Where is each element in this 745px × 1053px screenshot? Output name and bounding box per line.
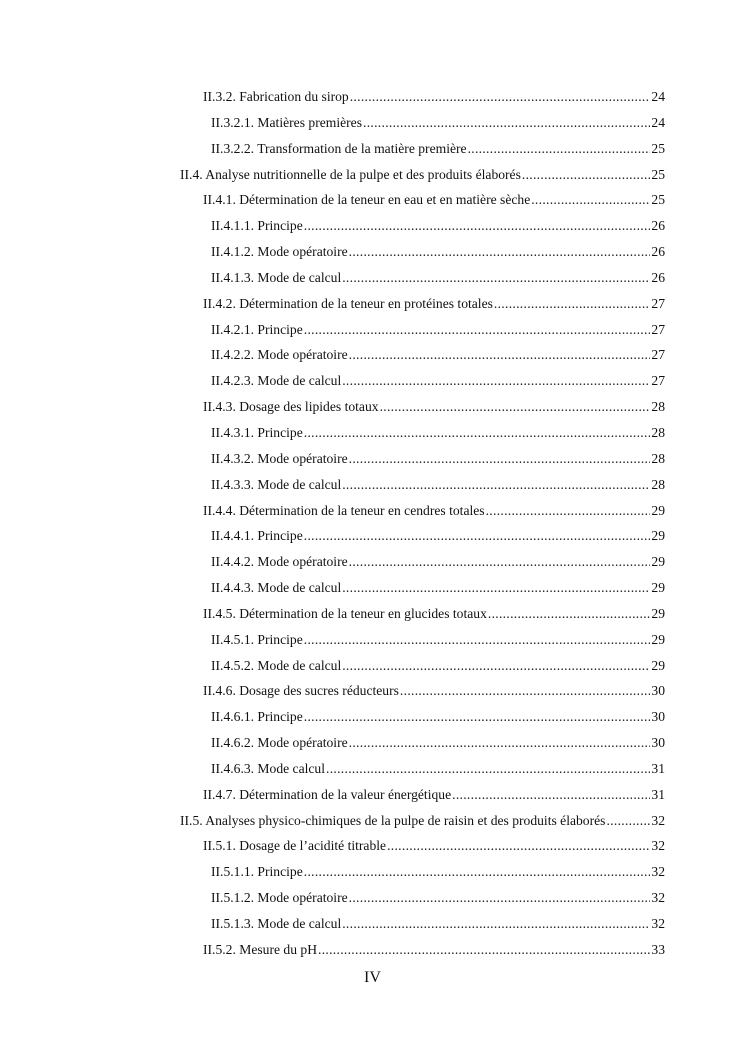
toc-dot-leader bbox=[304, 216, 651, 236]
toc-entry-page: 30 bbox=[651, 709, 665, 725]
toc-entry-title: II.4.4.3. Mode de calcul bbox=[211, 580, 342, 596]
toc-entry-page: 32 bbox=[651, 864, 665, 880]
toc-dot-leader bbox=[452, 785, 650, 805]
toc-dot-leader bbox=[363, 113, 650, 133]
toc-dot-leader bbox=[304, 526, 651, 546]
toc-dot-leader bbox=[342, 656, 650, 676]
toc-entry bbox=[0, 862, 745, 888]
toc-entry-page: 29 bbox=[651, 657, 665, 673]
table-of-contents bbox=[0, 87, 745, 966]
toc-entry-title: II.4.4.2. Mode opératoire bbox=[211, 554, 348, 570]
toc-entry bbox=[0, 501, 745, 527]
toc-dot-leader bbox=[387, 836, 650, 856]
toc-entry-page: 26 bbox=[651, 244, 665, 260]
toc-entry bbox=[0, 630, 745, 656]
toc-entry-page: 27 bbox=[651, 373, 665, 389]
toc-entry bbox=[0, 526, 745, 552]
toc-entry-title: II.5.1.3. Mode de calcul bbox=[211, 916, 342, 931]
toc-dot-leader bbox=[468, 139, 651, 159]
toc-entry bbox=[0, 888, 745, 914]
toc-dot-leader bbox=[318, 940, 650, 960]
toc-dot-leader bbox=[326, 759, 650, 779]
toc-dot-leader bbox=[349, 552, 651, 572]
toc-entry-page: 29 bbox=[651, 605, 665, 621]
toc-dot-leader bbox=[304, 423, 651, 443]
toc-entry bbox=[0, 242, 745, 268]
toc-entry-title: II.4.3.1. Principe bbox=[211, 424, 303, 440]
toc-entry-page: 30 bbox=[651, 735, 665, 751]
toc-entry-title: II.4.4. Détermination de la teneur en cendres totales bbox=[203, 502, 485, 518]
toc-entry-title: II.4.2. Détermination de la teneur en protéines totales bbox=[203, 295, 493, 311]
toc-dot-leader bbox=[349, 242, 651, 262]
toc-dot-leader bbox=[350, 87, 651, 107]
toc-entry-page: 26 bbox=[651, 269, 665, 285]
toc-entry-title: II.4.3.2. Mode opératoire bbox=[211, 450, 348, 466]
toc-entry-title: II.4.6.2. Mode opératoire bbox=[211, 735, 348, 751]
toc-entry bbox=[0, 578, 745, 604]
toc-entry-page: 29 bbox=[651, 502, 665, 518]
toc-dot-leader bbox=[606, 811, 650, 831]
toc-entry-title: II.5.1. Dosage de l’acidité titrable bbox=[203, 838, 387, 854]
toc-entry-page: 32 bbox=[651, 916, 665, 931]
toc-dot-leader bbox=[342, 371, 650, 391]
toc-entry-page: 28 bbox=[651, 424, 665, 440]
toc-entry bbox=[0, 397, 745, 423]
toc-dot-leader bbox=[531, 190, 650, 210]
toc-dot-leader bbox=[304, 707, 651, 727]
toc-entry-title: II.4.5.1. Principe bbox=[211, 631, 303, 647]
toc-entry-page: 27 bbox=[651, 321, 665, 337]
page-number: IV bbox=[364, 969, 381, 986]
toc-entry-title: II.4.1. Détermination de la teneur en eau et en matière sèche bbox=[203, 192, 531, 208]
toc-entry-page: 33 bbox=[651, 941, 665, 957]
toc-entry-title: II.4.7. Détermination de la valeur énergétique bbox=[203, 786, 452, 802]
toc-entry bbox=[0, 681, 745, 707]
toc-entry-page: 25 bbox=[651, 192, 665, 208]
toc-dot-leader bbox=[349, 733, 651, 753]
toc-entry-title: II.4.6. Dosage des sucres réducteurs bbox=[203, 683, 399, 699]
toc-entry-page: 29 bbox=[651, 528, 665, 544]
toc-entry bbox=[0, 759, 745, 785]
toc-entry-title: II.3.2.2. Transformation de la matière première bbox=[211, 140, 467, 156]
toc-dot-leader bbox=[494, 294, 651, 314]
toc-entry bbox=[0, 371, 745, 397]
toc-entry bbox=[0, 707, 745, 733]
toc-entry-title: II.5.1.1. Principe bbox=[211, 864, 303, 880]
toc-entry-page: 24 bbox=[651, 114, 665, 130]
toc-entry-title: II.5.1.2. Mode opératoire bbox=[211, 890, 348, 906]
toc-entry-page: 26 bbox=[651, 218, 665, 234]
toc-dot-leader bbox=[349, 345, 651, 365]
toc-dot-leader bbox=[304, 862, 651, 882]
toc-entry bbox=[0, 165, 745, 191]
toc-entry-page: 28 bbox=[651, 450, 665, 466]
toc-entry-title: II.5. Analyses physico-chimiques de la pulpe de raisin et des produits élaborés bbox=[180, 812, 606, 828]
toc-entry bbox=[0, 785, 745, 811]
toc-entry bbox=[0, 268, 745, 294]
toc-entry bbox=[0, 733, 745, 759]
toc-entry-page: 24 bbox=[651, 89, 665, 104]
toc-entry bbox=[0, 604, 745, 630]
toc-entry bbox=[0, 656, 745, 682]
toc-dot-leader bbox=[342, 268, 650, 288]
toc-entry-page: 28 bbox=[651, 476, 665, 492]
toc-dot-leader bbox=[400, 681, 650, 701]
toc-dot-leader bbox=[488, 604, 651, 624]
toc-entry-title: II.4.1.3. Mode de calcul bbox=[211, 269, 342, 285]
toc-entry bbox=[0, 190, 745, 216]
toc-entry-title: II.4.2.3. Mode de calcul bbox=[211, 373, 342, 389]
toc-entry-title: II.4. Analyse nutritionnelle de la pulpe et des produits élaborés bbox=[180, 166, 521, 182]
toc-entry bbox=[0, 320, 745, 346]
toc-entry-title: II.4.3. Dosage des lipides totaux bbox=[203, 399, 379, 415]
toc-entry-page: 27 bbox=[651, 347, 665, 363]
toc-entry-page: 32 bbox=[651, 838, 665, 854]
toc-entry-page: 29 bbox=[651, 580, 665, 596]
toc-entry-page: 32 bbox=[651, 890, 665, 906]
toc-entry-title: II.4.2.2. Mode opératoire bbox=[211, 347, 348, 363]
toc-entry bbox=[0, 216, 745, 242]
toc-entry-title: II.5.2. Mesure du pH bbox=[203, 941, 318, 957]
toc-entry bbox=[0, 345, 745, 371]
toc-entry bbox=[0, 449, 745, 475]
toc-entry-page: 30 bbox=[651, 683, 665, 699]
toc-entry bbox=[0, 423, 745, 449]
toc-entry-page: 31 bbox=[651, 786, 665, 802]
toc-entry bbox=[0, 836, 745, 862]
toc-entry-title: II.4.4.1. Principe bbox=[211, 528, 303, 544]
toc-dot-leader bbox=[342, 914, 650, 934]
toc-entry bbox=[0, 139, 745, 165]
toc-entry-page: 32 bbox=[651, 812, 665, 828]
toc-entry-title: II.4.6.3. Mode calcul bbox=[211, 760, 326, 776]
toc-entry bbox=[0, 294, 745, 320]
toc-dot-leader bbox=[349, 888, 651, 908]
toc-entry-title: II.4.5.2. Mode de calcul bbox=[211, 657, 342, 673]
toc-entry-title: II.4.3.3. Mode de calcul bbox=[211, 476, 342, 492]
toc-entry-page: 28 bbox=[651, 399, 665, 415]
toc-dot-leader bbox=[486, 501, 651, 521]
toc-dot-leader bbox=[304, 630, 651, 650]
toc-entry-title: II.4.2.1. Principe bbox=[211, 321, 303, 337]
toc-dot-leader bbox=[380, 397, 651, 417]
toc-entry-page: 25 bbox=[651, 140, 665, 156]
toc-entry bbox=[0, 87, 745, 113]
toc-entry-page: 25 bbox=[651, 166, 665, 182]
toc-dot-leader bbox=[349, 449, 651, 469]
toc-entry-page: 29 bbox=[651, 554, 665, 570]
toc-entry-title: II.3.2. Fabrication du sirop bbox=[203, 89, 349, 104]
toc-entry bbox=[0, 113, 745, 139]
toc-dot-leader bbox=[304, 320, 651, 340]
toc-entry-page: 27 bbox=[651, 295, 665, 311]
toc-entry-title: II.4.6.1. Principe bbox=[211, 709, 303, 725]
toc-entry bbox=[0, 914, 745, 940]
toc-entry bbox=[0, 940, 745, 966]
toc-entry bbox=[0, 552, 745, 578]
toc-entry-title: II.3.2.1. Matières premières bbox=[211, 114, 362, 130]
toc-entry-title: II.4.1.1. Principe bbox=[211, 218, 303, 234]
toc-entry-page: 29 bbox=[651, 631, 665, 647]
toc-entry bbox=[0, 475, 745, 501]
toc-entry-title: II.4.1.2. Mode opératoire bbox=[211, 244, 348, 260]
toc-entry-page: 31 bbox=[651, 760, 665, 776]
toc-dot-leader bbox=[342, 578, 650, 598]
toc-entry-title: II.4.5. Détermination de la teneur en glucides totaux bbox=[203, 605, 487, 621]
toc-dot-leader bbox=[522, 165, 651, 185]
toc-entry bbox=[0, 811, 745, 837]
toc-dot-leader bbox=[342, 475, 650, 495]
